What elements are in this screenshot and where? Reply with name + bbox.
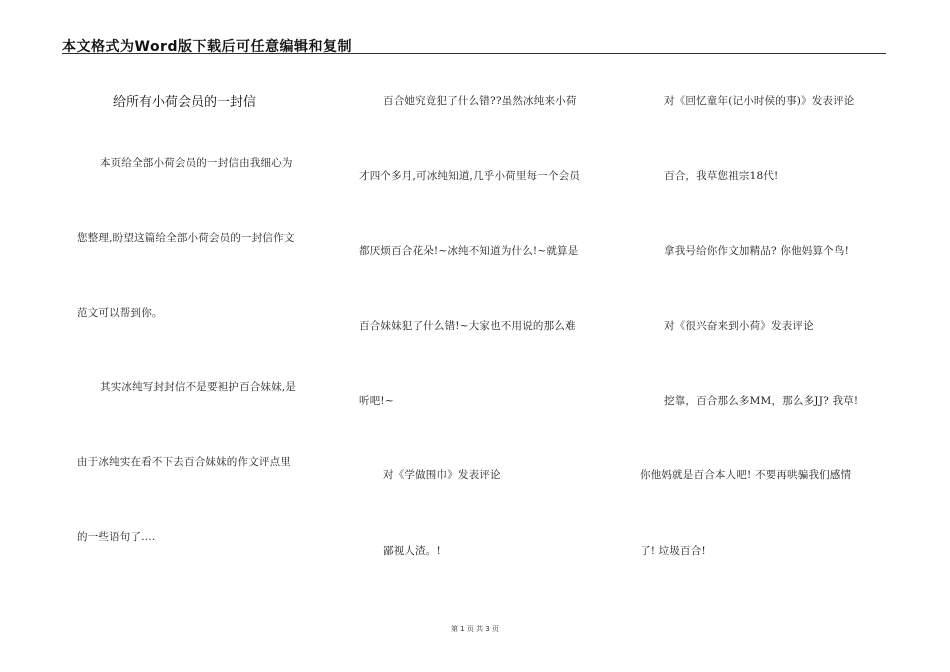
column1-line: 的一些语句了.... — [77, 531, 156, 543]
column2-line: 鄙视人渣。! — [383, 545, 441, 557]
column1-line: 由于冰纯实在看不下去百合妹妹的作文评点里 — [77, 456, 291, 468]
column2-line: 百合妹妹犯了什么错!~大家也不用说的那么难 — [359, 320, 576, 332]
header-divider — [62, 53, 886, 54]
column3-line: 挖靠，百合那么多MM，那么多JJ? 我草! — [664, 395, 859, 407]
column1-line: 其实冰纯写封封信不是要袒护百合妹妹,是 — [100, 381, 297, 393]
document-title: 给所有小荷会员的一封信 — [113, 95, 257, 110]
column3-line: 你他妈就是百合本人吧! 不要再哄骗我们感情 — [640, 469, 852, 481]
column2-line: 都厌烦百合花朵!~冰纯不知道为什么!~就算是 — [359, 245, 579, 257]
column1-line: 您整理,盼望这篇给全部小荷会员的一封信作文 — [77, 232, 295, 244]
column3-line: 对《回忆童年(记小时侯的事)》发表评论 — [664, 95, 855, 107]
column2-line: 百合她究竟犯了什么错??虽然冰纯来小荷 — [383, 95, 577, 107]
column2-line: 对《学做围巾》发表评论 — [383, 469, 501, 481]
header-title: 本文格式为Word版下载后可任意编辑和复制 — [62, 39, 352, 55]
column2-line: 听吧!~ — [359, 395, 394, 407]
page-number: 第 1 页 共 3 页 — [450, 625, 500, 633]
column1-line: 范文可以帮到你。 — [77, 307, 163, 319]
column3-line: 对《很兴奋来到小荷》发表评论 — [664, 320, 814, 332]
column2-line: 才四个多月,可冰纯知道,几乎小荷里每一个会员 — [359, 170, 581, 182]
column3-line: 百合，我草您祖宗18代! — [664, 170, 779, 182]
column3-line: 了! 垃圾百合! — [640, 545, 706, 557]
column1-line: 本页给全部小荷会员的一封信由我细心为 — [100, 157, 293, 169]
column3-line: 拿我号给你作文加精品? 你他妈算个鸟! — [664, 245, 849, 257]
